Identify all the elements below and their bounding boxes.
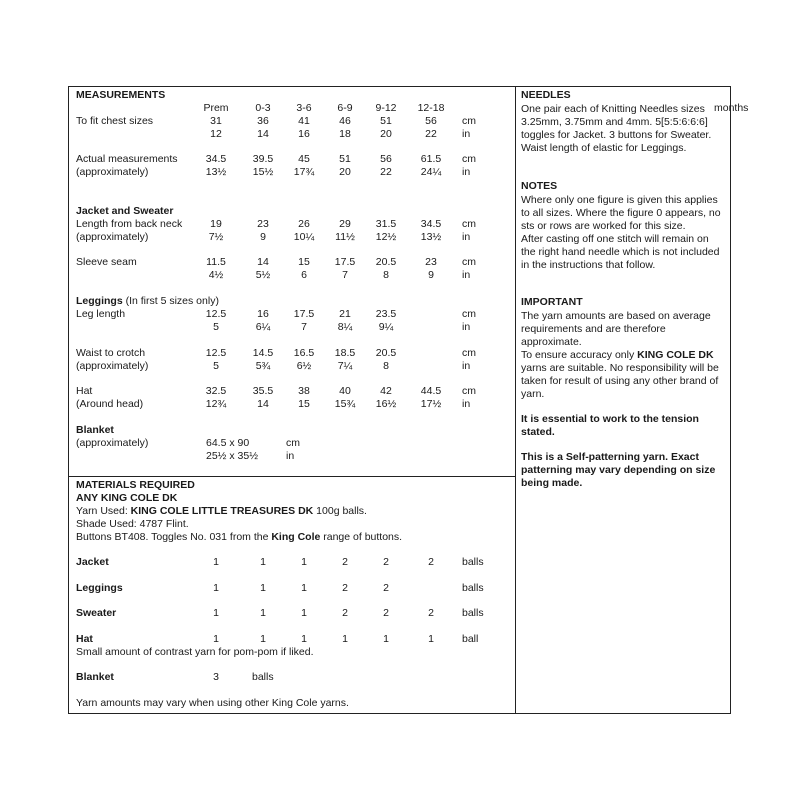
important-prefix: To ensure accuracy only xyxy=(521,349,638,361)
measurement-cm-value: 45 xyxy=(298,153,310,165)
size-header-3-6: 3-6 xyxy=(296,102,312,114)
unit-cm: cm xyxy=(462,385,476,397)
measurement-in-value: 9 xyxy=(428,269,434,281)
pompom-note: Small amount of contrast yarn for pom-pom if liked. xyxy=(76,646,314,658)
measurement-cm-value: 61.5 xyxy=(420,153,442,165)
measurement-cm-value: 44.5 xyxy=(420,385,442,397)
material-ball-count: 1 xyxy=(213,556,219,568)
material-ball-count: 1 xyxy=(260,633,266,645)
important-text-1: The yarn amounts are based on average requirements and are therefore approximate. xyxy=(521,310,711,348)
measurement-in-value: 13½ xyxy=(205,166,227,178)
material-ball-count: 1 xyxy=(260,607,266,619)
measurement-in-value: 16 xyxy=(298,128,310,140)
unit-cm: cm xyxy=(462,153,476,165)
material-ball-count: 1 xyxy=(301,582,307,594)
blanket-heading: Blanket xyxy=(76,424,114,436)
measurement-in-value: 7 xyxy=(301,321,307,333)
blanket-approx-label: (approximately) xyxy=(76,437,149,449)
measurement-in-value: 9 xyxy=(260,231,266,243)
measurement-cm-value: 31.5 xyxy=(375,218,397,230)
leggings-heading-note: (In first 5 sizes only) xyxy=(122,295,219,307)
measurement-in-value: 17½ xyxy=(420,398,442,410)
measurement-in-value: 6¼ xyxy=(255,321,271,333)
yarn-name: KING COLE LITTLE TREASURES DK xyxy=(130,505,314,517)
yarn-used xyxy=(76,505,367,518)
material-ball-count: 1 xyxy=(342,633,348,645)
material-unit: balls xyxy=(462,556,484,568)
measurement-sublabel: (Around head) xyxy=(76,398,144,410)
unit-in: in xyxy=(462,398,471,410)
jacket-sweater-heading: Jacket and Sweater xyxy=(76,205,174,217)
measurement-in-value: 10¼ xyxy=(293,231,315,243)
measurement-cm-value: 36 xyxy=(257,115,269,127)
measurement-cm-value: 42 xyxy=(380,385,392,397)
measurement-in-value: 7½ xyxy=(208,231,224,243)
measurement-in-value: 8¼ xyxy=(337,321,353,333)
measurement-in-value: 12½ xyxy=(375,231,397,243)
leggings-heading xyxy=(76,295,219,308)
self-patterning-note: This is a Self-patterning yarn. Exact patterning may vary depending on size being made. xyxy=(521,451,716,489)
shade-used: Shade Used: 4787 Flint. xyxy=(76,518,189,530)
measurement-sublabel: (approximately) xyxy=(76,360,149,372)
size-header-9-12: 9-12 xyxy=(375,102,397,114)
measurement-sublabel: (approximately) xyxy=(76,166,149,178)
material-ball-count: 2 xyxy=(342,582,348,594)
measurement-in-value: 13½ xyxy=(420,231,442,243)
measurement-cm-value: 16 xyxy=(257,308,269,320)
yarn-prefix: Yarn Used: xyxy=(76,505,131,517)
measurement-in-value: 15¾ xyxy=(334,398,356,410)
measurement-in-value: 17¾ xyxy=(293,166,315,178)
tension-note: It is essential to work to the tension stated. xyxy=(521,413,699,438)
unit-cm: cm xyxy=(462,115,476,127)
blanket-cm-unit: cm xyxy=(286,437,300,449)
material-ball-count: 1 xyxy=(301,607,307,619)
important-section xyxy=(521,296,726,490)
measurement-cm-value: 29 xyxy=(339,218,351,230)
buttons-info xyxy=(76,531,402,544)
material-ball-count: 2 xyxy=(428,607,434,619)
measurement-in-value: 8 xyxy=(383,360,389,372)
unit-in: in xyxy=(462,360,471,372)
material-ball-count: 1 xyxy=(383,633,389,645)
measurement-cm-value: 23.5 xyxy=(375,308,397,320)
measurement-cm-value: 40 xyxy=(339,385,351,397)
measurement-in-value: 22 xyxy=(380,166,392,178)
measurement-cm-value: 56 xyxy=(380,153,392,165)
measurement-cm-value: 51 xyxy=(380,115,392,127)
material-ball-count: 1 xyxy=(301,556,307,568)
section-divider xyxy=(68,476,516,477)
yarn-footer-note: Yarn amounts may vary when using other King Cole yarns. xyxy=(76,697,349,709)
measurement-in-value: 12¾ xyxy=(205,398,227,410)
unit-in: in xyxy=(462,321,471,333)
material-ball-count: 1 xyxy=(260,582,266,594)
unit-cm: cm xyxy=(462,347,476,359)
measurement-cm-value: 17.5 xyxy=(334,256,356,268)
notes-title: NOTES xyxy=(521,180,558,192)
measurement-in-value: 14 xyxy=(257,398,269,410)
blanket-in-value: 25½ x 35½ xyxy=(206,450,258,462)
measurement-sublabel: (approximately) xyxy=(76,231,149,243)
size-header-12-18: 12-18 xyxy=(417,102,445,114)
measurement-cm-value: 46 xyxy=(339,115,351,127)
measurement-in-value: 11½ xyxy=(335,231,355,243)
measurement-in-value: 5 xyxy=(213,321,219,333)
unit-cm: cm xyxy=(462,218,476,230)
measurement-label: Length from back neck xyxy=(76,218,183,230)
measurement-in-value: 16½ xyxy=(375,398,397,410)
measurement-in-value: 8 xyxy=(383,269,389,281)
material-ball-count: 1 xyxy=(260,556,266,568)
measurement-cm-value: 23 xyxy=(425,256,437,268)
measurement-cm-value: 31 xyxy=(210,115,222,127)
important-text-2 xyxy=(521,349,726,401)
measurement-in-value: 22 xyxy=(425,128,437,140)
unit-cm: cm xyxy=(462,308,476,320)
material-unit: balls xyxy=(462,607,484,619)
measurement-in-value: 5 xyxy=(213,360,219,372)
material-ball-count: 1 xyxy=(213,607,219,619)
unit-cm: cm xyxy=(462,256,476,268)
material-unit: ball xyxy=(462,633,479,645)
column-divider xyxy=(515,86,516,714)
months-label: months xyxy=(714,102,749,114)
measurement-in-value: 6 xyxy=(301,269,307,281)
material-unit: balls xyxy=(462,582,484,594)
material-ball-count: 2 xyxy=(383,556,389,568)
measurement-in-value: 15½ xyxy=(252,166,274,178)
measurement-cm-value: 32.5 xyxy=(205,385,227,397)
measurement-in-value: 7 xyxy=(342,269,348,281)
size-header-0-3: 0-3 xyxy=(255,102,271,114)
notes-text-2: After casting off one stitch will remain on the right hand needle which is not included in the instructions that follow. xyxy=(521,233,720,271)
unit-in: in xyxy=(462,231,471,243)
buttons-suffix: range of buttons. xyxy=(320,531,403,543)
measurement-cm-value: 20.5 xyxy=(375,256,397,268)
blanket-yarn-value: 3 xyxy=(213,671,219,683)
measurement-cm-value: 41 xyxy=(298,115,310,127)
measurements-title: MEASUREMENTS xyxy=(76,89,166,101)
material-ball-count: 1 xyxy=(428,633,434,645)
measurement-in-value: 6½ xyxy=(296,360,312,372)
yarn-suffix: 100g balls. xyxy=(313,505,367,517)
measurement-cm-value: 12.5 xyxy=(205,308,227,320)
measurement-cm-value: 12.5 xyxy=(205,347,227,359)
material-item-label: Leggings xyxy=(76,582,123,594)
unit-in: in xyxy=(462,269,471,281)
blanket-in-unit: in xyxy=(286,450,295,462)
blanket-yarn-label: Blanket xyxy=(76,671,114,683)
material-ball-count: 1 xyxy=(213,582,219,594)
measurement-in-value: 15 xyxy=(298,398,310,410)
measurement-cm-value: 23 xyxy=(257,218,269,230)
measurement-in-value: 24¼ xyxy=(420,166,442,178)
measurement-cm-value: 20.5 xyxy=(375,347,397,359)
measurement-cm-value: 15 xyxy=(298,256,310,268)
material-ball-count: 1 xyxy=(213,633,219,645)
measurement-cm-value: 51 xyxy=(339,153,351,165)
needles-title: NEEDLES xyxy=(521,89,571,101)
measurement-label: Actual measurements xyxy=(76,153,178,165)
measurement-cm-value: 34.5 xyxy=(420,218,442,230)
material-item-label: Hat xyxy=(76,633,93,645)
buttons-prefix: Buttons BT408. Toggles No. 031 from the xyxy=(76,531,272,543)
material-ball-count: 2 xyxy=(342,556,348,568)
measurement-in-value: 4½ xyxy=(208,269,224,281)
needles-text: One pair each of Knitting Needles sizes 3.25mm, 3.75mm and 4mm. 5[5:5:6:6:6] toggles for Jacket. 3 buttons for Sweater. Waist length of elastic for Leggings. xyxy=(521,103,712,154)
measurement-cm-value: 16.5 xyxy=(293,347,315,359)
material-item-label: Jacket xyxy=(76,556,109,568)
unit-in: in xyxy=(462,166,471,178)
measurement-cm-value: 56 xyxy=(425,115,437,127)
important-suffix: yarns are suitable. No responsibility will be taken for result of using any other brand of yarn. xyxy=(521,362,719,400)
materials-subtitle: ANY KING COLE DK xyxy=(76,492,178,504)
measurement-in-value: 5¾ xyxy=(255,360,271,372)
measurement-cm-value: 14 xyxy=(257,256,269,268)
measurement-in-value: 18 xyxy=(339,128,351,140)
blanket-yarn-unit: balls xyxy=(252,671,274,683)
notes-section xyxy=(521,180,726,272)
measurement-cm-value: 38 xyxy=(298,385,310,397)
material-ball-count: 1 xyxy=(301,633,307,645)
measurement-cm-value: 35.5 xyxy=(252,385,274,397)
unit-in: in xyxy=(462,128,471,140)
leggings-heading-label: Leggings xyxy=(76,295,123,307)
important-brand: KING COLE DK xyxy=(637,349,714,361)
material-ball-count: 2 xyxy=(428,556,434,568)
material-ball-count: 2 xyxy=(383,582,389,594)
measurement-label: Hat xyxy=(76,385,93,397)
buttons-brand: King Cole xyxy=(271,531,321,543)
measurement-cm-value: 14.5 xyxy=(252,347,274,359)
measurement-cm-value: 21 xyxy=(339,308,351,320)
measurement-in-value: 20 xyxy=(380,128,392,140)
notes-text-1: Where only one figure is given this applies to all sizes. Where the figure 0 appears, no sts or rows are worked for this size. xyxy=(521,194,721,232)
measurement-cm-value: 19 xyxy=(210,218,222,230)
measurement-label: Sleeve seam xyxy=(76,256,137,268)
materials-title: MATERIALS REQUIRED xyxy=(76,479,195,491)
material-ball-count: 2 xyxy=(383,607,389,619)
measurement-cm-value: 18.5 xyxy=(334,347,356,359)
measurement-label: Leg length xyxy=(76,308,126,320)
measurement-cm-value: 26 xyxy=(298,218,310,230)
blanket-cm-value: 64.5 x 90 xyxy=(206,437,250,449)
measurement-label: Waist to crotch xyxy=(76,347,146,359)
measurement-in-value: 12 xyxy=(210,128,222,140)
measurement-cm-value: 11.5 xyxy=(206,256,226,268)
measurement-in-value: 14 xyxy=(257,128,269,140)
material-item-label: Sweater xyxy=(76,607,117,619)
important-title: IMPORTANT xyxy=(521,296,583,308)
size-header-Prem: Prem xyxy=(203,102,229,114)
measurement-in-value: 9¼ xyxy=(378,321,394,333)
measurement-in-value: 5½ xyxy=(255,269,271,281)
size-header-6-9: 6-9 xyxy=(337,102,353,114)
needles-section xyxy=(521,89,726,155)
material-ball-count: 2 xyxy=(342,607,348,619)
measurement-in-value: 20 xyxy=(339,166,351,178)
measurement-cm-value: 17.5 xyxy=(293,308,315,320)
measurement-in-value: 7¼ xyxy=(337,360,353,372)
measurement-cm-value: 39.5 xyxy=(252,153,274,165)
measurement-cm-value: 34.5 xyxy=(205,153,227,165)
measurement-label: To fit chest sizes xyxy=(76,115,154,127)
